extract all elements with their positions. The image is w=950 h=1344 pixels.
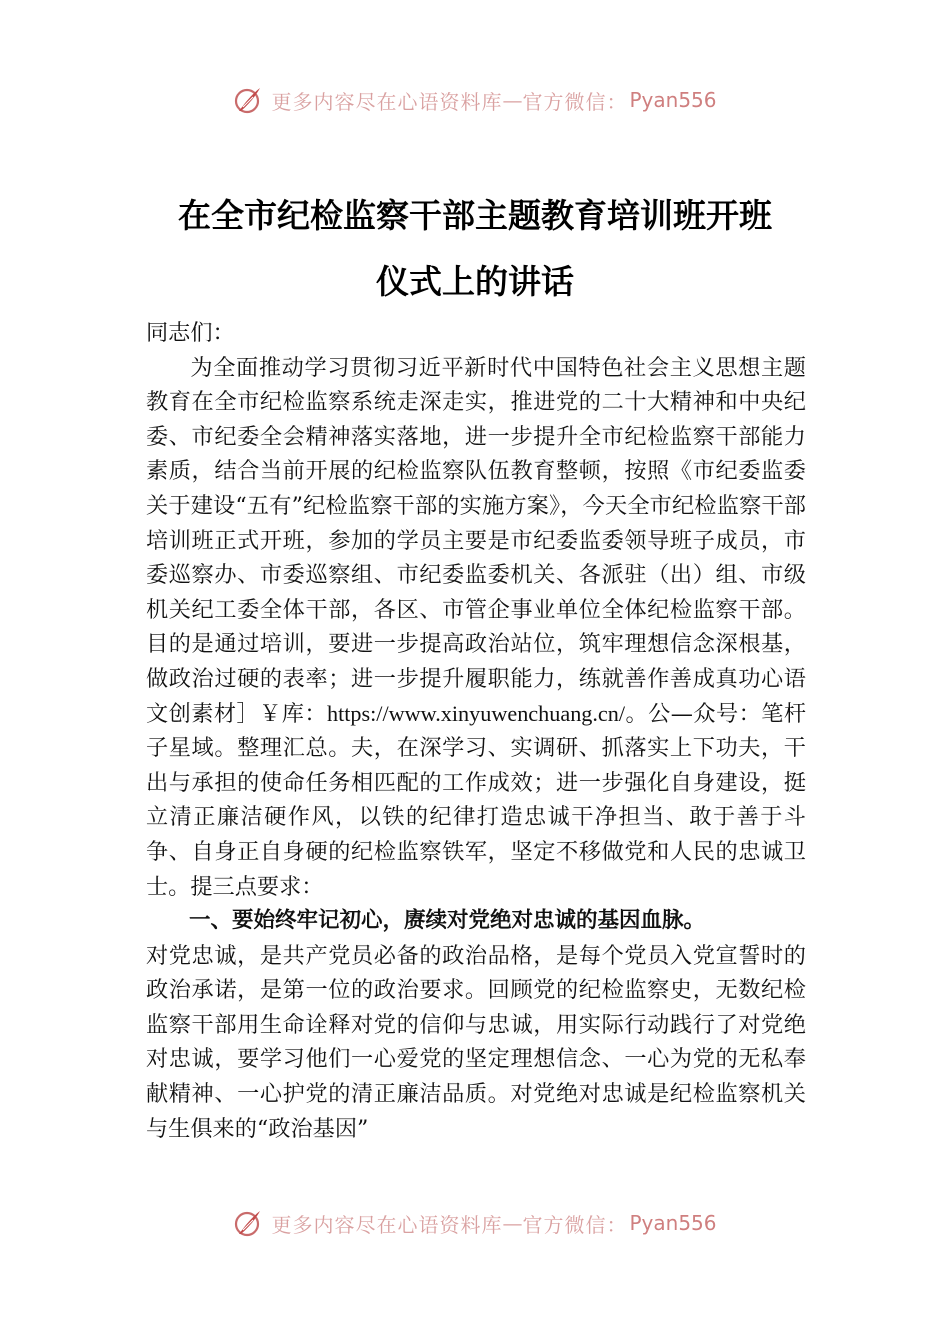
banner-text: 更多内容尽在心语资料库 xyxy=(271,1212,503,1237)
section-heading-1: 一、要始终牢记初心，赓续对党绝对忠诚的基因血脉。 xyxy=(189,908,706,934)
paragraph-1 xyxy=(146,351,806,905)
header-watermark-banner xyxy=(0,80,950,120)
banner-text: 更多内容尽在心语资料库 xyxy=(271,89,503,114)
paragraph-2: 对党忠诚，是共产党员必备的政治品格，是每个党员入党宣誓时的政治承诺，是第一位的政治要求。回顾党的纪检监察史，无数纪检监察干部用生命诠释对党的信仰与忠诚，用实际行动践行了对党绝对忠诚，要学习他们一心爱党的坚定理想信念、一心为党的无私奉献精神、一心护党的清正廉洁品质。对党绝对忠诚是纪检监察机关与生俱来的“政治基因” xyxy=(146,942,806,1142)
quill-logo-icon xyxy=(233,85,263,115)
banner-separator: — xyxy=(502,88,523,112)
paragraph-1-part-b: 。公—众号：笔杆子星域。整理汇总。夫，在深学习、实调研、抓落实上下功夫，干出与承担的使命任务相匹配的工作成效；进一步强化自身建设，挺立清正廉洁硬作风，以铁的纪律打造忠诚干净担当、敢于善于斗争、自身正自身硬的纪检监察铁军，坚定不移做党和人民的忠诚卫士。提三点要求： xyxy=(146,700,806,900)
quill-logo-icon xyxy=(233,1208,263,1238)
banner-separator: — xyxy=(502,1211,523,1235)
banner-contact-label: 官方微信： xyxy=(522,1212,628,1237)
salutation: 同志们： xyxy=(146,320,235,346)
banner-contact-id: Pyan556 xyxy=(629,88,717,112)
document-title-line-2: 仪式上的讲话 xyxy=(376,262,574,301)
paragraph-1-part-a: 为全面推动学习贯彻习近平新时代中国特色社会主义思想主题教育在全市纪检监察系统走深走实，推进党的二十大精神和中央纪委、市纪委全会精神落实落地，进一步提升全市纪检监察干部能力素质，结合当前开展的纪检监察队伍教育整顿，按照《市纪委监委关于建设“五有”纪检监察干部的实施方案》，今天全市纪检监察干部培训班正式开班，参加的学员主要是市纪委监委领导班子成员，市委巡察办、市委巡察组、市纪委监委机关、各派驻（出）组、市级机关纪工委全体干部，各区、市管企事业单位全体纪检监察干部。目的是通过培训，要进一步提高政治站位，筑牢理想信念深根基，做政治过硬的表率；进一步提升履职能力，练就善作善成真功心语文创素材］￥库： xyxy=(146,354,806,727)
banner-contact-label: 官方微信： xyxy=(522,89,628,114)
banner-contact-id: Pyan556 xyxy=(629,1211,717,1235)
document-body xyxy=(146,316,806,1216)
paragraph-1-url: https://www.xinyuwenchuang.cn/ xyxy=(326,700,626,726)
document-title-line-1: 在全市纪检监察干部主题教育培训班开班 xyxy=(178,196,772,235)
footer-watermark-banner xyxy=(0,1203,950,1243)
